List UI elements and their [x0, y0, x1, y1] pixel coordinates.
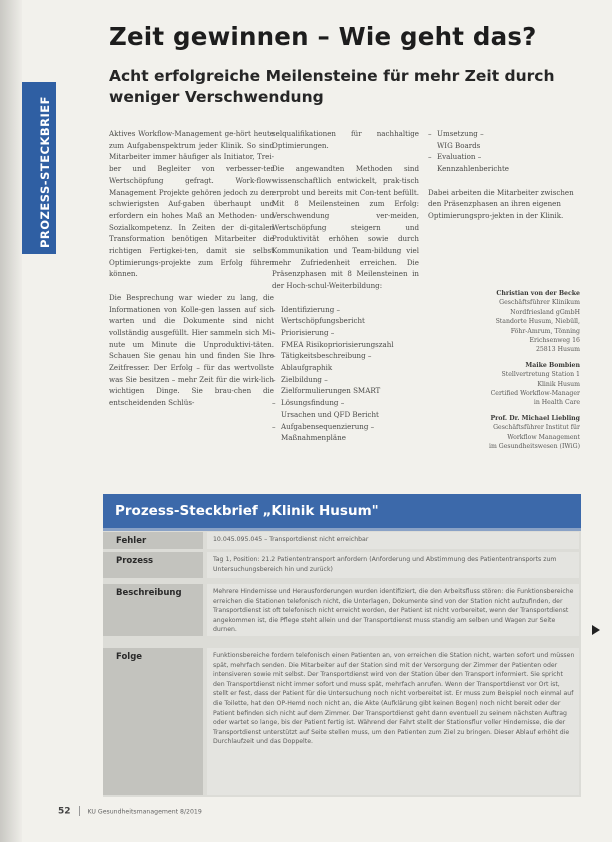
list-item: – Lösungsfindung –: [272, 397, 419, 409]
row-label: Prozess: [103, 552, 203, 578]
paragraph: Dabei arbeiten die Mitarbeiter zwischen den Präsenzphasen an ihren eigenen Optimierungspro-jekten in der Klinik.: [428, 187, 574, 220]
paragraph: selqualifikationen für nachhaltige Optimierungen.: [272, 129, 419, 150]
page-number: 52: [58, 806, 71, 817]
text-column-1: [109, 128, 274, 421]
milestone-list-continued: [428, 128, 580, 175]
author-name: Prof. Dr. Michael Liebling: [490, 414, 580, 422]
page-gutter: [0, 0, 22, 842]
list-item: – Priorisierung –: [272, 327, 419, 339]
list-item: Maßnahmenpläne: [281, 433, 346, 443]
paragraph: Aktives Workflow-Management ge-hört heute zum Aufgabenspektrum jeder Klinik. So sind Mitarbeiter immer häufiger als Initiator, Trei-ber und Begleiter von verbesser-ter Wertschöpfung gefragt. Work-flow-Management Projekte gehören jedoch zu den schwierigsten Auf-gaben überhaupt und erfordern ein hohes Maß an Methoden- und Sozialkompetenz. In Zeiten der di-gitalen Transformation benötigen Mitarbeiter die richtigen Fertigkei-ten, damit sie selbst Optimierungs-projekte zum Erfolg führen können.: [109, 129, 274, 279]
author-affiliation-line: Certified Workflow-Manager: [490, 390, 580, 398]
article-title: Zeit gewinnen – Wie geht das?: [109, 22, 537, 51]
list-item: Wertschöpfungsbericht: [281, 316, 365, 326]
author-affiliation-line: im Gesundheitswesen (IWiG): [488, 443, 580, 451]
list-item: Ablaufgraphik: [281, 363, 333, 373]
author-affiliation-line: Föhr-Amrum, Tönning: [510, 327, 580, 335]
list-item: FMEA Risikopriorisierungszahl: [281, 339, 394, 349]
row-value: Tag 1, Position: 21.2 Patiententransport anfordern (Anforderung und Abstimmung des Patiententransports zum Untersuchungsbereich hin und zurück): [207, 552, 579, 578]
list-item: Zielformulierungen SMART: [281, 386, 381, 396]
box-row-folge: [103, 648, 581, 795]
list-item: Ursachen und QFD Bericht: [281, 409, 379, 419]
list-item: – Zielbildung –: [272, 374, 419, 386]
author-entry: [440, 414, 580, 452]
footer-divider: [79, 806, 80, 816]
list-item: – Aufgabensequenzierung –: [272, 421, 419, 433]
author-affiliation-line: Workflow Management: [507, 433, 580, 441]
row-label: Folge: [103, 648, 203, 795]
list-item: – Umsetzung –: [428, 128, 580, 140]
continue-arrow-icon: [592, 625, 600, 635]
author-entry: [440, 289, 580, 355]
box-row-prozess: [103, 552, 581, 578]
section-tab-label: PROZESS-STECKBRIEF: [38, 95, 52, 248]
list-item: – Tätigkeitsbeschreibung –: [272, 350, 419, 362]
row-value: 10.045.095.045 – Transportdienst nicht erreichbar: [207, 532, 579, 549]
row-value: Funktionsbereiche fordern telefonisch einen Patienten an, von erreichen die Station nicht, warten sofort und müssen spät, mehrfach senden. Die Mitarbeiter auf der Station sind mit der Versorgung der Zimmer der Patienten oder intensiveren sowie mit selbst. Der Transportdienst wird von der Station über den Transport informiert. Sie spricht den Transportdienst nicht immer sofort und muss spät, mehrfach anrufen. Wenn der Transportdienst vor Ort ist, stellt er fest, dass der Patient für die Untersuchung noch nicht vorbereitet ist. Er muss zum Beispiel noch einmal auf die Toilette, hat den OP-Hemd noch nicht an, die Akte (Aufklärung gibt keinen Bogen) noch nicht bereit oder der Patient befinden sich nicht auf dem Zimmer. Der Transportdienst geht dann eventuell zu seinem nächsten Auftrag oder wartet so lange, bis der Patient fertig ist. Während der Fahrt stellt der Stationsflur voller Hindernisse, die der Transportdienst unterstützt auf Seite stellen muss, um den Patienten zum Ziel zu bringen. Dieser Ablauf erhöht die Durchlaufzeit und das Doppelte.: [207, 648, 579, 795]
author-name: Maike Bombien: [525, 361, 580, 369]
author-affiliation-line: 25813 Husum: [535, 346, 580, 354]
box-row-beschreibung: [103, 584, 581, 636]
section-tab: [22, 82, 56, 254]
author-affiliation-line: Geschäftsführer Institut für: [493, 424, 580, 432]
list-item: WIG Boards: [437, 140, 481, 150]
text-column-2: [272, 128, 419, 444]
process-profile-box: [103, 494, 581, 797]
row-label: Fehler: [103, 532, 203, 549]
author-affiliation-line: Erichsenweg 16: [529, 337, 580, 345]
paragraph: Die angewandten Methoden sind wissenschaftlich entwickelt, prak-tisch erprobt und bereits mit Con-tent befüllt. Mit 8 Meilensteinen zum Erfolg: Verschwendung ver-meiden, Wertschöpfung steigern und Produktivität erhöhen sowie durch Kommunikation und Team-bildung viel mehr Zufriedenheit erreichen. Die Präsenzphasen mit 8 Meilensteinen in der Hoch-schul-Weiterbildung:: [272, 164, 419, 291]
article-subtitle: Acht erfolgreiche Meilensteine für mehr Zeit durch weniger Verschwendung: [109, 67, 555, 106]
paragraph: Die Besprechung war wieder zu lang, die Informationen von Kolle-gen lassen auf sich warten und die Dokumente sind nicht vollständig ausgefüllt. Hier sammeln sich Mi-nute um Minute die Unproduktivi-täten. Schauen Sie genau hin und finden Sie Ihre Zeitfresser. Der Erfolg – für das wertvollste was Sie besitzen – mehr Zeit für die wirk-lich wichtigen Dinge. Sie brau-chen die entscheidenden Schlüs-: [109, 292, 274, 408]
author-affiliation-line: Standorte Husum, Niebüll,: [495, 318, 580, 326]
author-affiliation-line: Stellvertretung Station 1: [501, 371, 580, 379]
text-column-3: [428, 128, 580, 233]
list-item: Kennzahlenberichte: [437, 164, 510, 174]
magazine-issue: KU Gesundheitsmanagement 8/2019: [87, 808, 202, 816]
author-affiliation-line: in Health Care: [533, 399, 580, 407]
list-item: – Identifizierung –: [272, 304, 419, 316]
page-footer: [58, 806, 202, 817]
row-value: Mehrere Hindernisse und Herausforderungen wurden identifiziert, die den Arbeitsfluss stören: die Funktionsbereiche erreichen die Stationen telefonisch nicht, die Unterlagen, Dokumente sind von der Station nicht aufzufinden, der Transportdienst ist oft telefonisch nicht erreicht worden, der Patient ist nicht vorbereitet, wenn der Transportdienst angekommen ist, die Pflege steht allein und der Transportdienst muss standig am selben und Wagen zur Seite durnen.: [207, 584, 579, 636]
box-title: Prozess-Steckbrief „Klinik Husum": [115, 503, 379, 519]
author-entry: [440, 361, 580, 408]
author-affiliation-line: Geschäftsführer Klinikum: [499, 299, 580, 307]
author-name: Christian von der Becke: [496, 290, 580, 297]
list-item: – Evaluation –: [428, 151, 580, 163]
author-block: [440, 289, 580, 458]
milestone-list: [272, 304, 419, 444]
box-header: [103, 494, 581, 531]
row-label: Beschreibung: [103, 584, 203, 636]
author-affiliation-line: Nordfriesland gGmbH: [510, 308, 580, 316]
author-affiliation-line: Klinik Husum: [537, 380, 580, 388]
box-row-fehler: [103, 532, 581, 549]
